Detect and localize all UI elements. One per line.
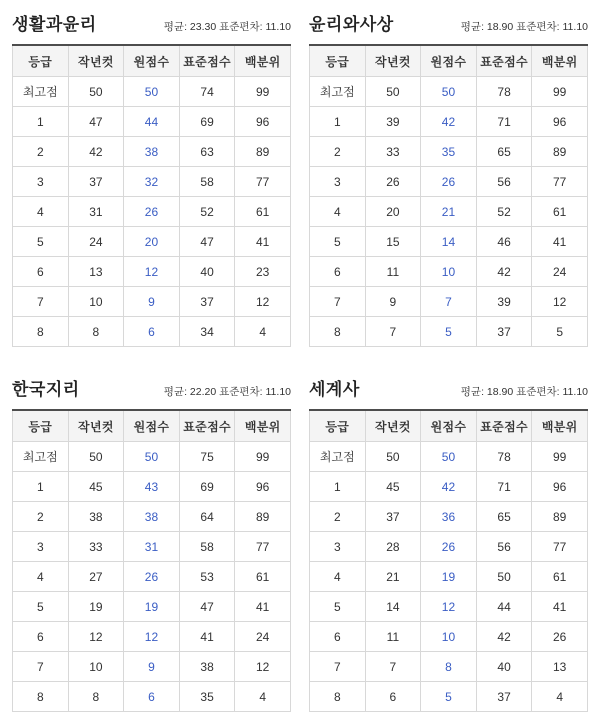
score-cell: 52 — [179, 197, 235, 227]
score-cell: 56 — [476, 532, 532, 562]
score-cell: 44 — [124, 107, 180, 137]
score-cell: 23 — [235, 257, 291, 287]
score-cell: 7 — [365, 317, 421, 347]
score-cell: 24 — [532, 257, 588, 287]
score-cell: 27 — [68, 562, 124, 592]
score-cell: 77 — [532, 167, 588, 197]
column-header-4: 백분위 — [532, 410, 588, 442]
score-cell: 24 — [68, 227, 124, 257]
table-row — [310, 472, 588, 502]
score-cell: 41 — [235, 227, 291, 257]
subject-panel-2 — [12, 373, 291, 712]
score-cell: 42 — [421, 472, 477, 502]
table-row — [13, 562, 291, 592]
subject-title: 윤리와사상 — [309, 15, 394, 34]
grade-cell: 2 — [13, 137, 69, 167]
grade-cell: 최고점 — [310, 442, 366, 472]
column-header-0: 등급 — [13, 45, 69, 77]
subject-panels-grid — [12, 8, 588, 712]
score-cell: 34 — [179, 317, 235, 347]
table-row — [13, 197, 291, 227]
column-header-2: 원점수 — [421, 45, 477, 77]
table-row — [13, 77, 291, 107]
score-cell: 7 — [365, 652, 421, 682]
score-cell: 89 — [235, 502, 291, 532]
score-cell: 15 — [365, 227, 421, 257]
score-cell: 12 — [235, 287, 291, 317]
score-cell: 31 — [68, 197, 124, 227]
grade-cell: 5 — [310, 592, 366, 622]
table-row — [310, 317, 588, 347]
score-cell: 39 — [476, 287, 532, 317]
score-cell: 78 — [476, 442, 532, 472]
score-cell: 38 — [68, 502, 124, 532]
table-row — [310, 107, 588, 137]
score-cell: 10 — [68, 287, 124, 317]
grade-cell: 8 — [13, 682, 69, 712]
score-cell: 24 — [235, 622, 291, 652]
score-cell: 11 — [365, 622, 421, 652]
table-row — [13, 532, 291, 562]
score-cell: 69 — [179, 107, 235, 137]
table-row — [13, 472, 291, 502]
table-row — [310, 197, 588, 227]
score-cell: 71 — [476, 107, 532, 137]
score-cell: 96 — [532, 107, 588, 137]
table-row — [310, 287, 588, 317]
grade-cell: 8 — [310, 682, 366, 712]
column-header-0: 등급 — [310, 45, 366, 77]
score-cell: 89 — [532, 137, 588, 167]
table-header-row — [13, 45, 291, 77]
table-head — [13, 410, 291, 442]
table-row — [13, 167, 291, 197]
table-row — [310, 652, 588, 682]
table-body — [13, 77, 291, 347]
table-row — [13, 622, 291, 652]
grade-cell: 5 — [13, 227, 69, 257]
score-cell: 50 — [421, 442, 477, 472]
score-cell: 96 — [235, 107, 291, 137]
table-row — [13, 137, 291, 167]
score-cell: 13 — [68, 257, 124, 287]
score-cell: 12 — [532, 287, 588, 317]
table-row — [310, 167, 588, 197]
score-cell: 5 — [532, 317, 588, 347]
score-cell: 50 — [365, 77, 421, 107]
score-cell: 41 — [532, 227, 588, 257]
score-cell: 50 — [124, 442, 180, 472]
score-cell: 44 — [476, 592, 532, 622]
grade-cell: 7 — [13, 287, 69, 317]
score-cell: 20 — [365, 197, 421, 227]
score-cell: 37 — [179, 287, 235, 317]
grade-cell: 3 — [310, 532, 366, 562]
table-body — [310, 442, 588, 712]
score-cell: 99 — [235, 77, 291, 107]
score-cell: 9 — [365, 287, 421, 317]
table-header-row — [310, 45, 588, 77]
score-cell: 9 — [124, 652, 180, 682]
score-cell: 75 — [179, 442, 235, 472]
score-cell: 42 — [476, 257, 532, 287]
score-cell: 61 — [532, 197, 588, 227]
subject-title: 한국지리 — [12, 380, 80, 399]
score-cell: 50 — [68, 442, 124, 472]
score-cell: 58 — [179, 167, 235, 197]
score-cell: 36 — [421, 502, 477, 532]
score-cell: 14 — [365, 592, 421, 622]
grade-cell: 2 — [13, 502, 69, 532]
score-cell: 35 — [179, 682, 235, 712]
subject-panel-1 — [309, 8, 588, 347]
score-cell: 52 — [476, 197, 532, 227]
score-cell: 19 — [421, 562, 477, 592]
score-cell: 45 — [365, 472, 421, 502]
score-cell: 26 — [532, 622, 588, 652]
score-cell: 7 — [421, 287, 477, 317]
subject-title: 세계사 — [309, 380, 360, 399]
column-header-3: 표준점수 — [476, 45, 532, 77]
score-cell: 4 — [532, 682, 588, 712]
table-row — [13, 592, 291, 622]
score-cell: 64 — [179, 502, 235, 532]
score-cell: 4 — [235, 317, 291, 347]
subject-panel-3 — [309, 373, 588, 712]
score-cell: 77 — [235, 167, 291, 197]
score-cell: 4 — [235, 682, 291, 712]
score-cell: 96 — [235, 472, 291, 502]
score-cell: 12 — [235, 652, 291, 682]
subject-title: 생활과윤리 — [12, 15, 97, 34]
subject-panel-header — [12, 375, 291, 400]
score-cell: 46 — [476, 227, 532, 257]
subject-mean-sd-stats: 평균: 23.30 표준편차: 11.10 — [163, 21, 291, 33]
score-cell: 47 — [179, 227, 235, 257]
column-header-1: 작년컷 — [365, 45, 421, 77]
grade-cut-table — [309, 409, 588, 712]
subject-mean-sd-stats: 평균: 18.90 표준편차: 11.10 — [460, 21, 588, 33]
column-header-2: 원점수 — [421, 410, 477, 442]
grade-cell: 6 — [310, 257, 366, 287]
table-row — [310, 442, 588, 472]
grade-cut-table — [12, 44, 291, 347]
score-cell: 77 — [235, 532, 291, 562]
score-cell: 47 — [179, 592, 235, 622]
score-cell: 77 — [532, 532, 588, 562]
score-cell: 71 — [476, 472, 532, 502]
score-cell: 50 — [476, 562, 532, 592]
score-cell: 31 — [124, 532, 180, 562]
score-cell: 12 — [124, 622, 180, 652]
score-cell: 35 — [421, 137, 477, 167]
score-cell: 10 — [421, 622, 477, 652]
grade-cell: 7 — [310, 652, 366, 682]
table-head — [310, 410, 588, 442]
table-row — [13, 442, 291, 472]
score-cell: 38 — [124, 502, 180, 532]
grade-cell: 3 — [13, 167, 69, 197]
score-cell: 53 — [179, 562, 235, 592]
table-row — [13, 682, 291, 712]
table-head — [13, 45, 291, 77]
table-row — [13, 257, 291, 287]
score-cell: 42 — [476, 622, 532, 652]
grade-cell: 3 — [310, 167, 366, 197]
subject-panel-header — [309, 375, 588, 400]
grade-cell: 4 — [13, 197, 69, 227]
score-cell: 50 — [68, 77, 124, 107]
score-cell: 37 — [68, 167, 124, 197]
score-cell: 11 — [365, 257, 421, 287]
score-cell: 12 — [421, 592, 477, 622]
score-cell: 69 — [179, 472, 235, 502]
score-cell: 39 — [365, 107, 421, 137]
grade-cell: 최고점 — [13, 442, 69, 472]
score-cell: 50 — [365, 442, 421, 472]
score-cell: 50 — [421, 77, 477, 107]
score-cell: 21 — [421, 197, 477, 227]
grade-cell: 3 — [13, 532, 69, 562]
score-cell: 47 — [68, 107, 124, 137]
score-cell: 26 — [421, 167, 477, 197]
table-row — [310, 137, 588, 167]
grade-cell: 6 — [13, 622, 69, 652]
table-row — [13, 502, 291, 532]
score-cell: 12 — [124, 257, 180, 287]
score-cell: 6 — [124, 682, 180, 712]
score-cell: 99 — [532, 77, 588, 107]
score-cell: 56 — [476, 167, 532, 197]
score-cell: 58 — [179, 532, 235, 562]
column-header-3: 표준점수 — [179, 410, 235, 442]
column-header-1: 작년컷 — [365, 410, 421, 442]
column-header-3: 표준점수 — [179, 45, 235, 77]
score-cell: 9 — [124, 287, 180, 317]
table-row — [310, 682, 588, 712]
table-row — [310, 622, 588, 652]
score-cell: 14 — [421, 227, 477, 257]
score-cell: 65 — [476, 137, 532, 167]
subject-mean-sd-stats: 평균: 22.20 표준편차: 11.10 — [163, 386, 291, 398]
column-header-2: 원점수 — [124, 45, 180, 77]
grade-cell: 5 — [13, 592, 69, 622]
table-header-row — [13, 410, 291, 442]
grade-cell: 4 — [310, 197, 366, 227]
grade-cell: 4 — [13, 562, 69, 592]
grade-cell: 7 — [13, 652, 69, 682]
score-cell: 20 — [124, 227, 180, 257]
score-cell: 28 — [365, 532, 421, 562]
score-cell: 19 — [68, 592, 124, 622]
table-row — [13, 107, 291, 137]
table-row — [310, 77, 588, 107]
score-cell: 10 — [68, 652, 124, 682]
table-body — [13, 442, 291, 712]
score-cell: 33 — [365, 137, 421, 167]
grade-cell: 8 — [310, 317, 366, 347]
score-cell: 37 — [365, 502, 421, 532]
score-cell: 40 — [476, 652, 532, 682]
table-head — [310, 45, 588, 77]
table-row — [13, 287, 291, 317]
grade-cell: 8 — [13, 317, 69, 347]
score-cell: 8 — [68, 682, 124, 712]
grade-cell: 2 — [310, 137, 366, 167]
table-body — [310, 77, 588, 347]
grade-cell: 최고점 — [13, 77, 69, 107]
column-header-4: 백분위 — [532, 45, 588, 77]
score-cell: 26 — [365, 167, 421, 197]
grade-cut-table — [12, 409, 291, 712]
score-cell: 45 — [68, 472, 124, 502]
table-row — [310, 257, 588, 287]
grade-cell: 1 — [13, 472, 69, 502]
table-row — [13, 652, 291, 682]
score-cell: 43 — [124, 472, 180, 502]
score-cell: 8 — [68, 317, 124, 347]
subject-mean-sd-stats: 평균: 18.90 표준편차: 11.10 — [460, 386, 588, 398]
score-cell: 40 — [179, 257, 235, 287]
column-header-4: 백분위 — [235, 45, 291, 77]
grade-cell: 1 — [310, 107, 366, 137]
score-cell: 41 — [235, 592, 291, 622]
column-header-0: 등급 — [310, 410, 366, 442]
score-cell: 65 — [476, 502, 532, 532]
score-cell: 61 — [235, 197, 291, 227]
score-cell: 99 — [235, 442, 291, 472]
score-cell: 74 — [179, 77, 235, 107]
score-cell: 89 — [235, 137, 291, 167]
score-cell: 89 — [532, 502, 588, 532]
score-cell: 26 — [421, 532, 477, 562]
score-cell: 42 — [68, 137, 124, 167]
table-row — [310, 592, 588, 622]
score-cell: 6 — [365, 682, 421, 712]
table-row — [310, 502, 588, 532]
score-cell: 32 — [124, 167, 180, 197]
grade-cell: 2 — [310, 502, 366, 532]
table-row — [310, 227, 588, 257]
score-cell: 6 — [124, 317, 180, 347]
score-cell: 33 — [68, 532, 124, 562]
score-cell: 5 — [421, 682, 477, 712]
column-header-2: 원점수 — [124, 410, 180, 442]
subject-panel-header — [309, 10, 588, 35]
grade-cut-table — [309, 44, 588, 347]
score-cell: 19 — [124, 592, 180, 622]
grade-cell: 6 — [310, 622, 366, 652]
subject-panel-header — [12, 10, 291, 35]
grade-cell: 1 — [13, 107, 69, 137]
grade-cell: 5 — [310, 227, 366, 257]
column-header-4: 백분위 — [235, 410, 291, 442]
column-header-3: 표준점수 — [476, 410, 532, 442]
subject-panel-0 — [12, 8, 291, 347]
score-cell: 12 — [68, 622, 124, 652]
grade-cell: 6 — [13, 257, 69, 287]
table-row — [13, 227, 291, 257]
score-cell: 37 — [476, 317, 532, 347]
score-cell: 61 — [235, 562, 291, 592]
score-cell: 63 — [179, 137, 235, 167]
score-cell: 13 — [532, 652, 588, 682]
column-header-1: 작년컷 — [68, 410, 124, 442]
score-cell: 5 — [421, 317, 477, 347]
score-cell: 41 — [179, 622, 235, 652]
grade-cell: 4 — [310, 562, 366, 592]
score-cell: 96 — [532, 472, 588, 502]
score-cell: 50 — [124, 77, 180, 107]
score-cell: 8 — [421, 652, 477, 682]
score-cell: 10 — [421, 257, 477, 287]
table-row — [13, 317, 291, 347]
grade-cell: 최고점 — [310, 77, 366, 107]
score-cell: 37 — [476, 682, 532, 712]
column-header-1: 작년컷 — [68, 45, 124, 77]
score-cell: 26 — [124, 562, 180, 592]
score-cell: 38 — [124, 137, 180, 167]
score-cell: 26 — [124, 197, 180, 227]
score-cell: 99 — [532, 442, 588, 472]
table-row — [310, 562, 588, 592]
grade-cell: 1 — [310, 472, 366, 502]
score-cell: 42 — [421, 107, 477, 137]
table-row — [310, 532, 588, 562]
score-cell: 38 — [179, 652, 235, 682]
score-cell: 78 — [476, 77, 532, 107]
table-header-row — [310, 410, 588, 442]
score-cell: 41 — [532, 592, 588, 622]
score-cell: 21 — [365, 562, 421, 592]
grade-cell: 7 — [310, 287, 366, 317]
score-cell: 61 — [532, 562, 588, 592]
column-header-0: 등급 — [13, 410, 69, 442]
